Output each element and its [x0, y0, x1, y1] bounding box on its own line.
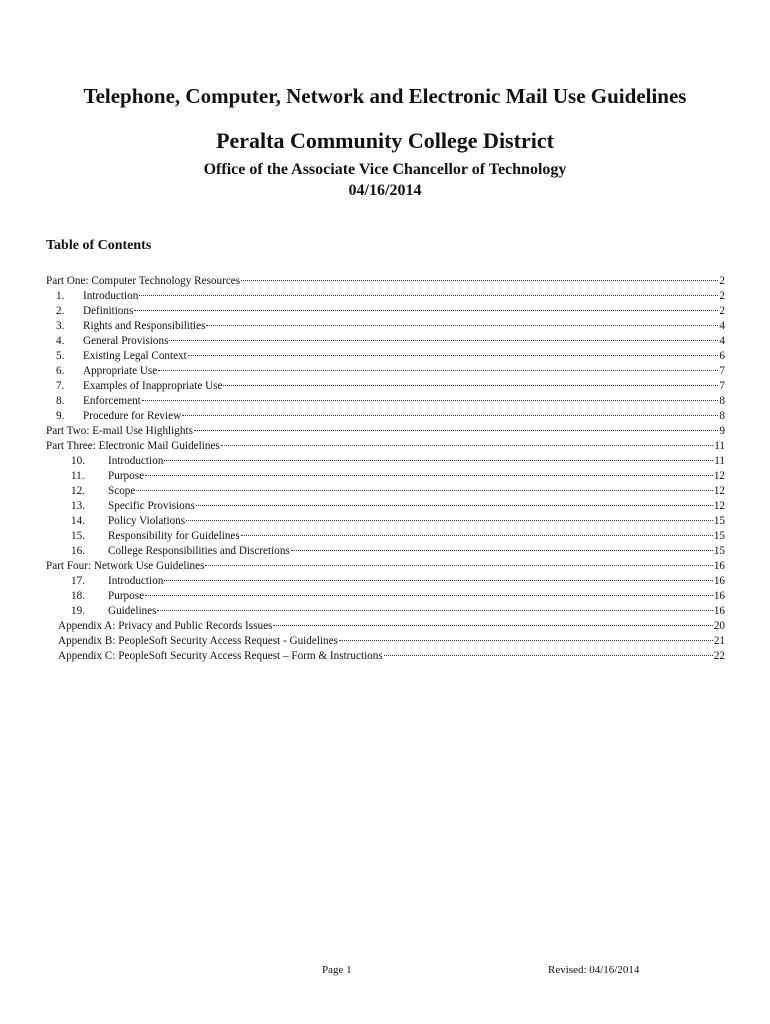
toc-entry-number: 2.: [56, 305, 65, 317]
page-number: Page 1: [322, 964, 352, 976]
toc-entry-number: 6.: [56, 365, 65, 377]
toc-entry-number: 7.: [56, 380, 65, 392]
toc-entry-page: 2: [719, 305, 725, 317]
toc-entry-number: 1.: [56, 290, 65, 302]
toc-entry[interactable]: [46, 349, 725, 364]
toc-leader-dots: [136, 489, 712, 491]
document-title: Telephone, Computer, Network and Electronic Mail Use Guidelines: [83, 84, 687, 108]
toc-entry[interactable]: [46, 394, 725, 409]
toc-leader-dots: [241, 534, 713, 536]
toc-leader-dots: [205, 564, 712, 566]
toc-entry-label: Examples of Inappropriate Use: [83, 380, 223, 392]
toc-entry[interactable]: [46, 364, 725, 379]
toc-entry-page: 16: [713, 575, 725, 587]
toc-leader-dots: [157, 609, 712, 611]
toc-entry-page: 8: [719, 410, 725, 422]
toc-entry-page: 4: [719, 320, 725, 332]
toc-entry-label: Purpose: [108, 470, 145, 482]
toc-entry-label: Part Three: Electronic Mail Guidelines: [46, 440, 220, 452]
toc-entry-page: 22: [713, 650, 725, 662]
toc-entry[interactable]: [46, 379, 725, 394]
toc-heading: Table of Contents: [46, 238, 152, 253]
toc-entry-page: 12: [713, 500, 725, 512]
toc-entry-label: Appendix A: Privacy and Public Records Issues: [58, 620, 273, 632]
toc-entry-number: 12.: [71, 485, 85, 497]
toc-entry-label: Rights and Responsibilities: [83, 320, 206, 332]
toc-entry[interactable]: [46, 544, 725, 559]
toc-entry-page: 12: [713, 485, 725, 497]
toc-entry-number: 4.: [56, 335, 65, 347]
toc-entry-label: Specific Provisions: [108, 500, 195, 512]
toc-entry-page: 7: [719, 380, 725, 392]
toc-entry[interactable]: [46, 529, 725, 544]
toc-entry[interactable]: [46, 634, 725, 649]
toc-leader-dots: [158, 369, 718, 371]
toc-leader-dots: [221, 444, 713, 446]
toc-entry[interactable]: [46, 604, 725, 619]
toc-entry[interactable]: [46, 499, 725, 514]
toc-entry[interactable]: [46, 589, 725, 604]
toc-entry-label: Responsibility for Guidelines: [108, 530, 240, 542]
toc-entry-label: Definitions: [83, 305, 134, 317]
toc-entry-number: 11.: [71, 470, 85, 482]
toc-entry-number: 15.: [71, 530, 85, 542]
toc-leader-dots: [164, 459, 713, 461]
toc-entry-page: 8: [719, 395, 725, 407]
toc-entry[interactable]: [46, 319, 725, 334]
toc-leader-dots: [241, 279, 718, 281]
toc-leader-dots: [196, 504, 713, 506]
toc-entry-number: 14.: [71, 515, 85, 527]
toc-entry-number: 16.: [71, 545, 85, 557]
toc-entry-label: Introduction: [108, 575, 164, 587]
toc-leader-dots: [164, 579, 713, 581]
toc-entry-number: 13.: [71, 500, 85, 512]
toc-leader-dots: [186, 519, 713, 521]
toc-leader-dots: [384, 654, 713, 656]
toc-entry-number: 8.: [56, 395, 65, 407]
toc-entry[interactable]: [46, 304, 725, 319]
toc-entry-label: Scope: [108, 485, 136, 497]
organization-name: Peralta Community College District: [216, 128, 554, 153]
toc-leader-dots: [134, 309, 718, 311]
toc-entry-label: General Provisions: [83, 335, 169, 347]
toc-entry-label: Procedure for Review: [83, 410, 182, 422]
toc-entry-label: Introduction: [108, 455, 164, 467]
toc-entry-number: 18.: [71, 590, 85, 602]
toc-entry-page: 16: [713, 590, 725, 602]
toc-entry-number: 10.: [71, 455, 85, 467]
toc-entry-label: Part One: Computer Technology Resources: [46, 275, 241, 287]
toc-leader-dots: [291, 549, 713, 551]
document-date: 04/16/2014: [348, 182, 422, 199]
toc-leader-dots: [194, 429, 718, 431]
toc-entry-number: 17.: [71, 575, 85, 587]
toc-entry-number: 19.: [71, 605, 85, 617]
toc-leader-dots: [188, 354, 719, 356]
toc-entry-label: Existing Legal Context: [83, 350, 187, 362]
toc-entry-number: 9.: [56, 410, 65, 422]
toc-leader-dots: [206, 324, 718, 326]
toc-entry-label: College Responsibilities and Discretions: [108, 545, 290, 557]
toc-entry[interactable]: [46, 409, 725, 424]
toc-entry-page: 21: [713, 635, 725, 647]
toc-entry-page: 6: [719, 350, 725, 362]
toc-leader-dots: [145, 594, 713, 596]
toc-entry-page: 15: [713, 530, 725, 542]
toc-entry[interactable]: [46, 454, 725, 469]
toc-entry[interactable]: [46, 424, 725, 439]
toc-entry-page: 12: [713, 470, 725, 482]
toc-entry-label: Part Four: Network Use Guidelines: [46, 560, 205, 572]
toc-entry[interactable]: [46, 439, 725, 454]
toc-entry-page: 7: [719, 365, 725, 377]
toc-entry-number: 3.: [56, 320, 65, 332]
toc-entry-number: 5.: [56, 350, 65, 362]
toc-leader-dots: [339, 639, 713, 641]
toc-entry-page: 2: [719, 275, 725, 287]
toc-entry-label: Introduction: [83, 290, 139, 302]
toc-entry-page: 15: [713, 515, 725, 527]
toc-entry[interactable]: [46, 274, 725, 289]
toc-entry[interactable]: [46, 334, 725, 349]
toc-entry-label: Appendix B: PeopleSoft Security Access Request - Guidelines: [58, 635, 338, 647]
toc-entry-page: 16: [713, 560, 725, 572]
toc-entry-page: 20: [713, 620, 725, 632]
toc-entry-label: Enforcement: [83, 395, 141, 407]
toc-entry[interactable]: [46, 559, 725, 574]
toc-entry[interactable]: [46, 514, 725, 529]
toc-entry-label: Guidelines: [108, 605, 157, 617]
toc-entry[interactable]: [46, 289, 725, 304]
toc-entry-page: 4: [719, 335, 725, 347]
toc-entry[interactable]: [46, 619, 725, 634]
toc-entry[interactable]: [46, 469, 725, 484]
toc-leader-dots: [182, 414, 718, 416]
revised-date: Revised: 04/16/2014: [548, 964, 640, 976]
toc-leader-dots: [273, 624, 712, 626]
toc-entry-page: 2: [719, 290, 725, 302]
toc-entry-label: Purpose: [108, 590, 145, 602]
toc-leader-dots: [223, 384, 718, 386]
toc-leader-dots: [142, 399, 719, 401]
office-name: Office of the Associate Vice Chancellor of Technology: [203, 161, 567, 178]
toc-entry-page: 15: [713, 545, 725, 557]
toc-entry-page: 16: [713, 605, 725, 617]
toc-entry-page: 9: [719, 425, 725, 437]
toc-entry-label: Appendix C: PeopleSoft Security Access Request – Form & Instructions: [58, 650, 383, 662]
toc-entry-label: Appropriate Use: [83, 365, 158, 377]
table-of-contents: [46, 274, 725, 664]
toc-entry-page: 11: [714, 455, 725, 467]
toc-entry-label: Policy Violations: [108, 515, 186, 527]
toc-leader-dots: [169, 339, 718, 341]
toc-entry[interactable]: [46, 574, 725, 589]
toc-leader-dots: [145, 474, 713, 476]
toc-entry-label: Part Two: E-mail Use Highlights: [46, 425, 193, 437]
toc-entry[interactable]: [46, 649, 725, 664]
toc-entry[interactable]: [46, 484, 725, 499]
toc-leader-dots: [139, 294, 718, 296]
toc-entry-page: 11: [714, 440, 725, 452]
